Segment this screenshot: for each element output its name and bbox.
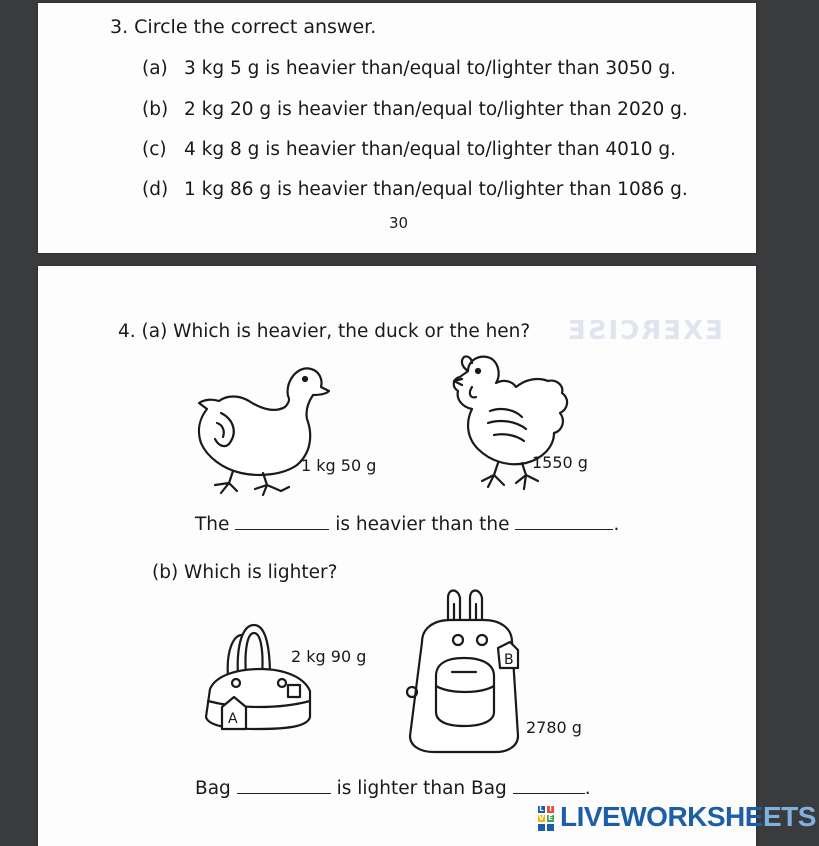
item-text: 3 kg 5 g is heavier than/equal to/lighter than 3050 g. xyxy=(184,58,676,79)
logo-mark-icon: L I V E xyxy=(538,804,556,830)
duck-weight: 1 kg 50 g xyxy=(301,456,377,475)
question-4b-title: (b) Which is lighter? xyxy=(152,562,338,583)
answer-blank-1[interactable] xyxy=(235,528,329,530)
hen-illustration xyxy=(438,351,573,496)
sentence-text: The xyxy=(195,514,230,535)
bag-b-weight: 2780 g xyxy=(526,718,582,737)
item-label: (d) xyxy=(142,179,169,200)
logo-wordmark xyxy=(560,801,816,833)
item-label: (b) xyxy=(142,99,169,120)
answer-blank-2[interactable] xyxy=(515,528,613,530)
hen-weight: 1550 g xyxy=(532,453,588,472)
bag-b-illustration xyxy=(400,586,530,756)
item-label: (a) xyxy=(142,58,168,79)
answer-blank-4[interactable] xyxy=(513,792,585,794)
question-3b[interactable] xyxy=(142,99,688,120)
logo-text-fade: ETS xyxy=(762,801,816,832)
question-4a-title: 4. (a) Which is heavier, the duck or the hen? xyxy=(118,321,531,342)
worksheet-page-bottom xyxy=(38,266,756,846)
logo-text: LIVEWORKSHE xyxy=(560,801,763,832)
item-text: 4 kg 8 g is heavier than/equal to/lighter than 4010 g. xyxy=(184,139,676,160)
worksheet-page-top xyxy=(38,3,756,253)
bleed-through-heading: EXERCISE xyxy=(566,316,723,346)
sentence-text: Bag xyxy=(195,778,231,799)
duck-illustration xyxy=(193,361,333,496)
bag-a-illustration xyxy=(198,621,318,731)
answer-sentence-b xyxy=(195,778,591,799)
bag-b-tag-letter: B xyxy=(504,652,514,668)
question-3c[interactable] xyxy=(142,139,676,160)
bag-a-weight: 2 kg 90 g xyxy=(291,647,367,666)
item-text: 2 kg 20 g is heavier than/equal to/lighter than 2020 g. xyxy=(184,99,688,120)
sentence-text: is heavier than the xyxy=(335,514,510,535)
sentence-text: is lighter than Bag xyxy=(336,778,507,799)
item-text: 1 kg 86 g is heavier than/equal to/lighter than 1086 g. xyxy=(184,179,688,200)
page-number: 30 xyxy=(389,214,409,232)
answer-sentence-a xyxy=(195,514,619,535)
sentence-text: . xyxy=(584,778,591,799)
answer-blank-3[interactable] xyxy=(237,792,331,794)
question-3a[interactable] xyxy=(142,58,676,79)
item-label: (c) xyxy=(142,139,167,160)
liveworksheets-logo xyxy=(538,800,816,834)
sentence-text: . xyxy=(613,514,620,535)
question-3-title: 3. Circle the correct answer. xyxy=(110,16,377,38)
bag-a-tag-letter: A xyxy=(228,711,238,727)
question-3d[interactable] xyxy=(142,179,688,200)
